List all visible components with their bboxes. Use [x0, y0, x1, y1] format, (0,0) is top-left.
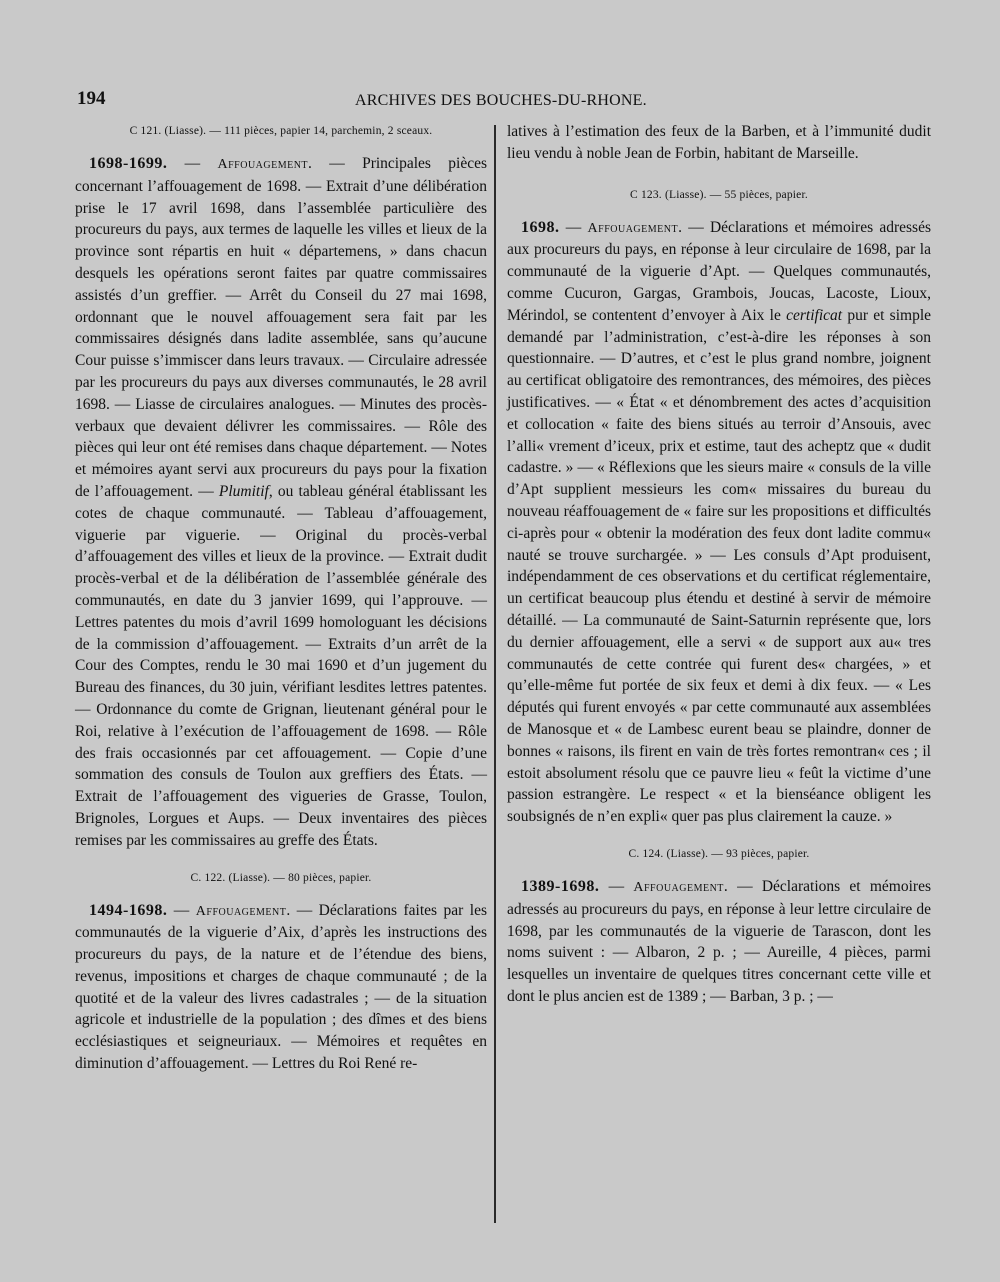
- entry-heading: Affouagement: [587, 220, 679, 236]
- entry-122: [75, 900, 487, 1075]
- cote-121: C 121. (Liasse). — 111 pièces, papier 14, parchemin, 2 sceaux.: [129, 125, 433, 137]
- entry-123: [507, 217, 931, 828]
- cote-124: C. 124. (Liasse). — 93 pièces, papier.: [628, 847, 810, 860]
- entry-124: [507, 876, 931, 1008]
- running-title: ARCHIVES DES BOUCHES-DU-RHONE.: [355, 92, 647, 109]
- entry-date: 1389-1698.: [521, 877, 600, 895]
- dash: —: [167, 155, 218, 172]
- entry-121: [75, 153, 487, 852]
- page-number: 194: [77, 88, 106, 109]
- entry-body: . — Déclarations et mémoires adressés au procureurs du pays, en réponse à leur lettre circulaire de 1698, par les communautés de la viguerie de Tarascon, dont les noms suivent : — Albaron, 2 p. ; — Aureille, 4 pièces, parmi lesquelles un inventaire de quelques titres concernant cette ville et dont le plus ancien est de 1389 ; — Barban, 3 p. ; —: [507, 877, 931, 1005]
- right-column: [507, 121, 931, 1008]
- dash: —: [599, 877, 634, 895]
- cote-122: C. 122. (Liasse). — 80 pièces, papier.: [190, 871, 372, 884]
- entry-heading: Affouagement: [633, 879, 724, 895]
- entry-heading: Affouagement: [217, 157, 309, 172]
- entry-body: . — Déclarations faites par les communautés de la viguerie d’Aix, d’après les instructions des procureurs du pays, de la nature et de l’étendue des biens, revenus, impositions et charges de chaque communauté ; de la quotité et de la valeur des livres cadastrales ; — de la situation agricole et industrielle de la population ; des dîmes et des biens ecclésiastiques et seigneuriaux. — Mémoires et requêtes en diminution d’affouagement. — Lettres du Roi René re-: [75, 901, 487, 1073]
- entry-body: . — Principales pièces concernant l’affouagement de 1698. — Extrait d’une délibération prise le 17 avril 1698, dans l’assemblée particulière des procureurs du pays, aux termes de laquelle les villes et lieux de la province sont répartis en huit « départemens, » dans chacun desquels les opérations seront faites par quatre commissaires assistés d’un greffier. — Arrêt du Conseil du 27 mai 1698, ordonnant que le nouvel affouagement sera fait par les commissaires désignés dans ladite assemblée, sans qu’aucune Cour puisse s’immiscer dans leurs travaux. — Circulaire adressée par les procureurs du pays aux diverses communautés, le 28 avril 1698. — Liasse de circulaires analogues. — Minutes des procès-verbaux que devaient délivrer les commissaires. — Rôle des pièces qui leur ont été remises dans chaque département. — Notes et mémoires ayant servi aux procureurs du pays pour la fixation de l’affouagement. —: [75, 155, 487, 500]
- entry-date: 1698.: [521, 218, 560, 236]
- entry-heading: Affouagement: [195, 903, 287, 919]
- dash: —: [167, 901, 196, 919]
- entry-italic: certificat: [786, 306, 843, 324]
- cote-123: C 123. (Liasse). — 55 pièces, papier.: [630, 188, 808, 201]
- entry-italic: Plumitif: [218, 482, 269, 500]
- dash: —: [559, 218, 588, 236]
- entry-date: 1698-1699.: [89, 155, 168, 172]
- column-divider: [494, 125, 496, 1223]
- entry-body: . — Déclarations et mémoires adressés aux procureurs du pays, en réponse à leur circulaire de 1698, par la communauté de la viguerie d’Apt. — Quelques communautés, comme Cucuron, Gargas, Grambois, Joucas, Lacoste, Lioux, Mérindol, se contentent d’envoyer à Aix le: [507, 218, 932, 324]
- entry-body-2: , ou tableau général établissant les cotes de chaque communauté. — Tableau d’affouagement, viguerie par viguerie. — Original du procès-verbal d’affouagement des villes et lieux de la province. — Extrait dudit procès-verbal et de la délibération de l’assemblée générale des communautés, en date du 3 janvier 1699, qui l’approuve. — Lettres patentes du mois d’avril 1699 homologuant les décisions de la commission d’affouagement. — Extraits d’un arrêt de la Cour des Comptes, rendu le 30 mai 1690 et d’un jugement du Bureau des finances, du 30 juin, vérifiant lesdites lettres patentes. — Ordonnance du comte de Grignan, lieutenant général pour le Roi, relative à l’exécution de l’affouagement de 1698. — Rôle des frais occasionnés par cet affouagement. — Copie d’une sommation des consuls de Toulon aux greffiers des États. — Extrait de l’affouagement des vigueries de Grasse, Toulon, Brignoles, Lorgues et Aups. — Deux inventaires des pièces remises par les commissaires au greffe des États.: [75, 482, 487, 849]
- entry-body-2: pur et simple demandé par l’administration, c’est-à-dire les réponses à son questionnaire. — D’autres, et c’est le plus grand nombre, joignent au certificat obligatoire des remontrances, des mémoires, des pièces justificatives. — « État « et dénombrement des actes d’acquisition et collocation « faite des biens situés au terroir d’Ansouis, avec l’alli« vrement d’iceux, prix et estime, taut des acheptz que « dudit cadastre. » — « Réflexions que les sieurs maire « consuls de la ville d’Apt supplient messieurs les com« missaires du bureau du nouveau réaffouagement de « faire sur les propositions et difficultés ci-après pour « obtenir la modération des feux dont ladite commu« nauté se trouve surchargée. » — Les consuls d’Apt produisent, indépendamment de ces observations et du certificat réglementaire, un certificat beaucoup plus étendu et destiné à servir de mémoire détaillé. — La communauté de Saint-Saturnin représente que, lors du dernier affouagement, elle a servi « de support aux au« tres communautés de cette contrée qui furent des« chargées, » et qu’elle-même fut portée de six feux et demi à dix feux. — « Les députés qui furent envoyés « par cette communauté aux assemblées de Manosque et « de Lambesc eurent beau se plaindre, donner de bonnes « raisons, ils firent en vain de très fortes remontran« ces ; il estoit absolument résolu que ce pauvre lieu « feût la victime d’une passion estrangère. Le respect « et la bienséance obligent les soubsignés de n’en expli« quer pas plus clairement la cauze. »: [507, 306, 932, 826]
- left-column: [75, 121, 487, 1075]
- entry-date: 1494-1698.: [89, 901, 168, 919]
- continued-text: latives à l’estimation des feux de la Barben, et à l’immunité dudit lieu vendu à noble Jean de Forbin, habitant de Marseille.: [507, 123, 931, 162]
